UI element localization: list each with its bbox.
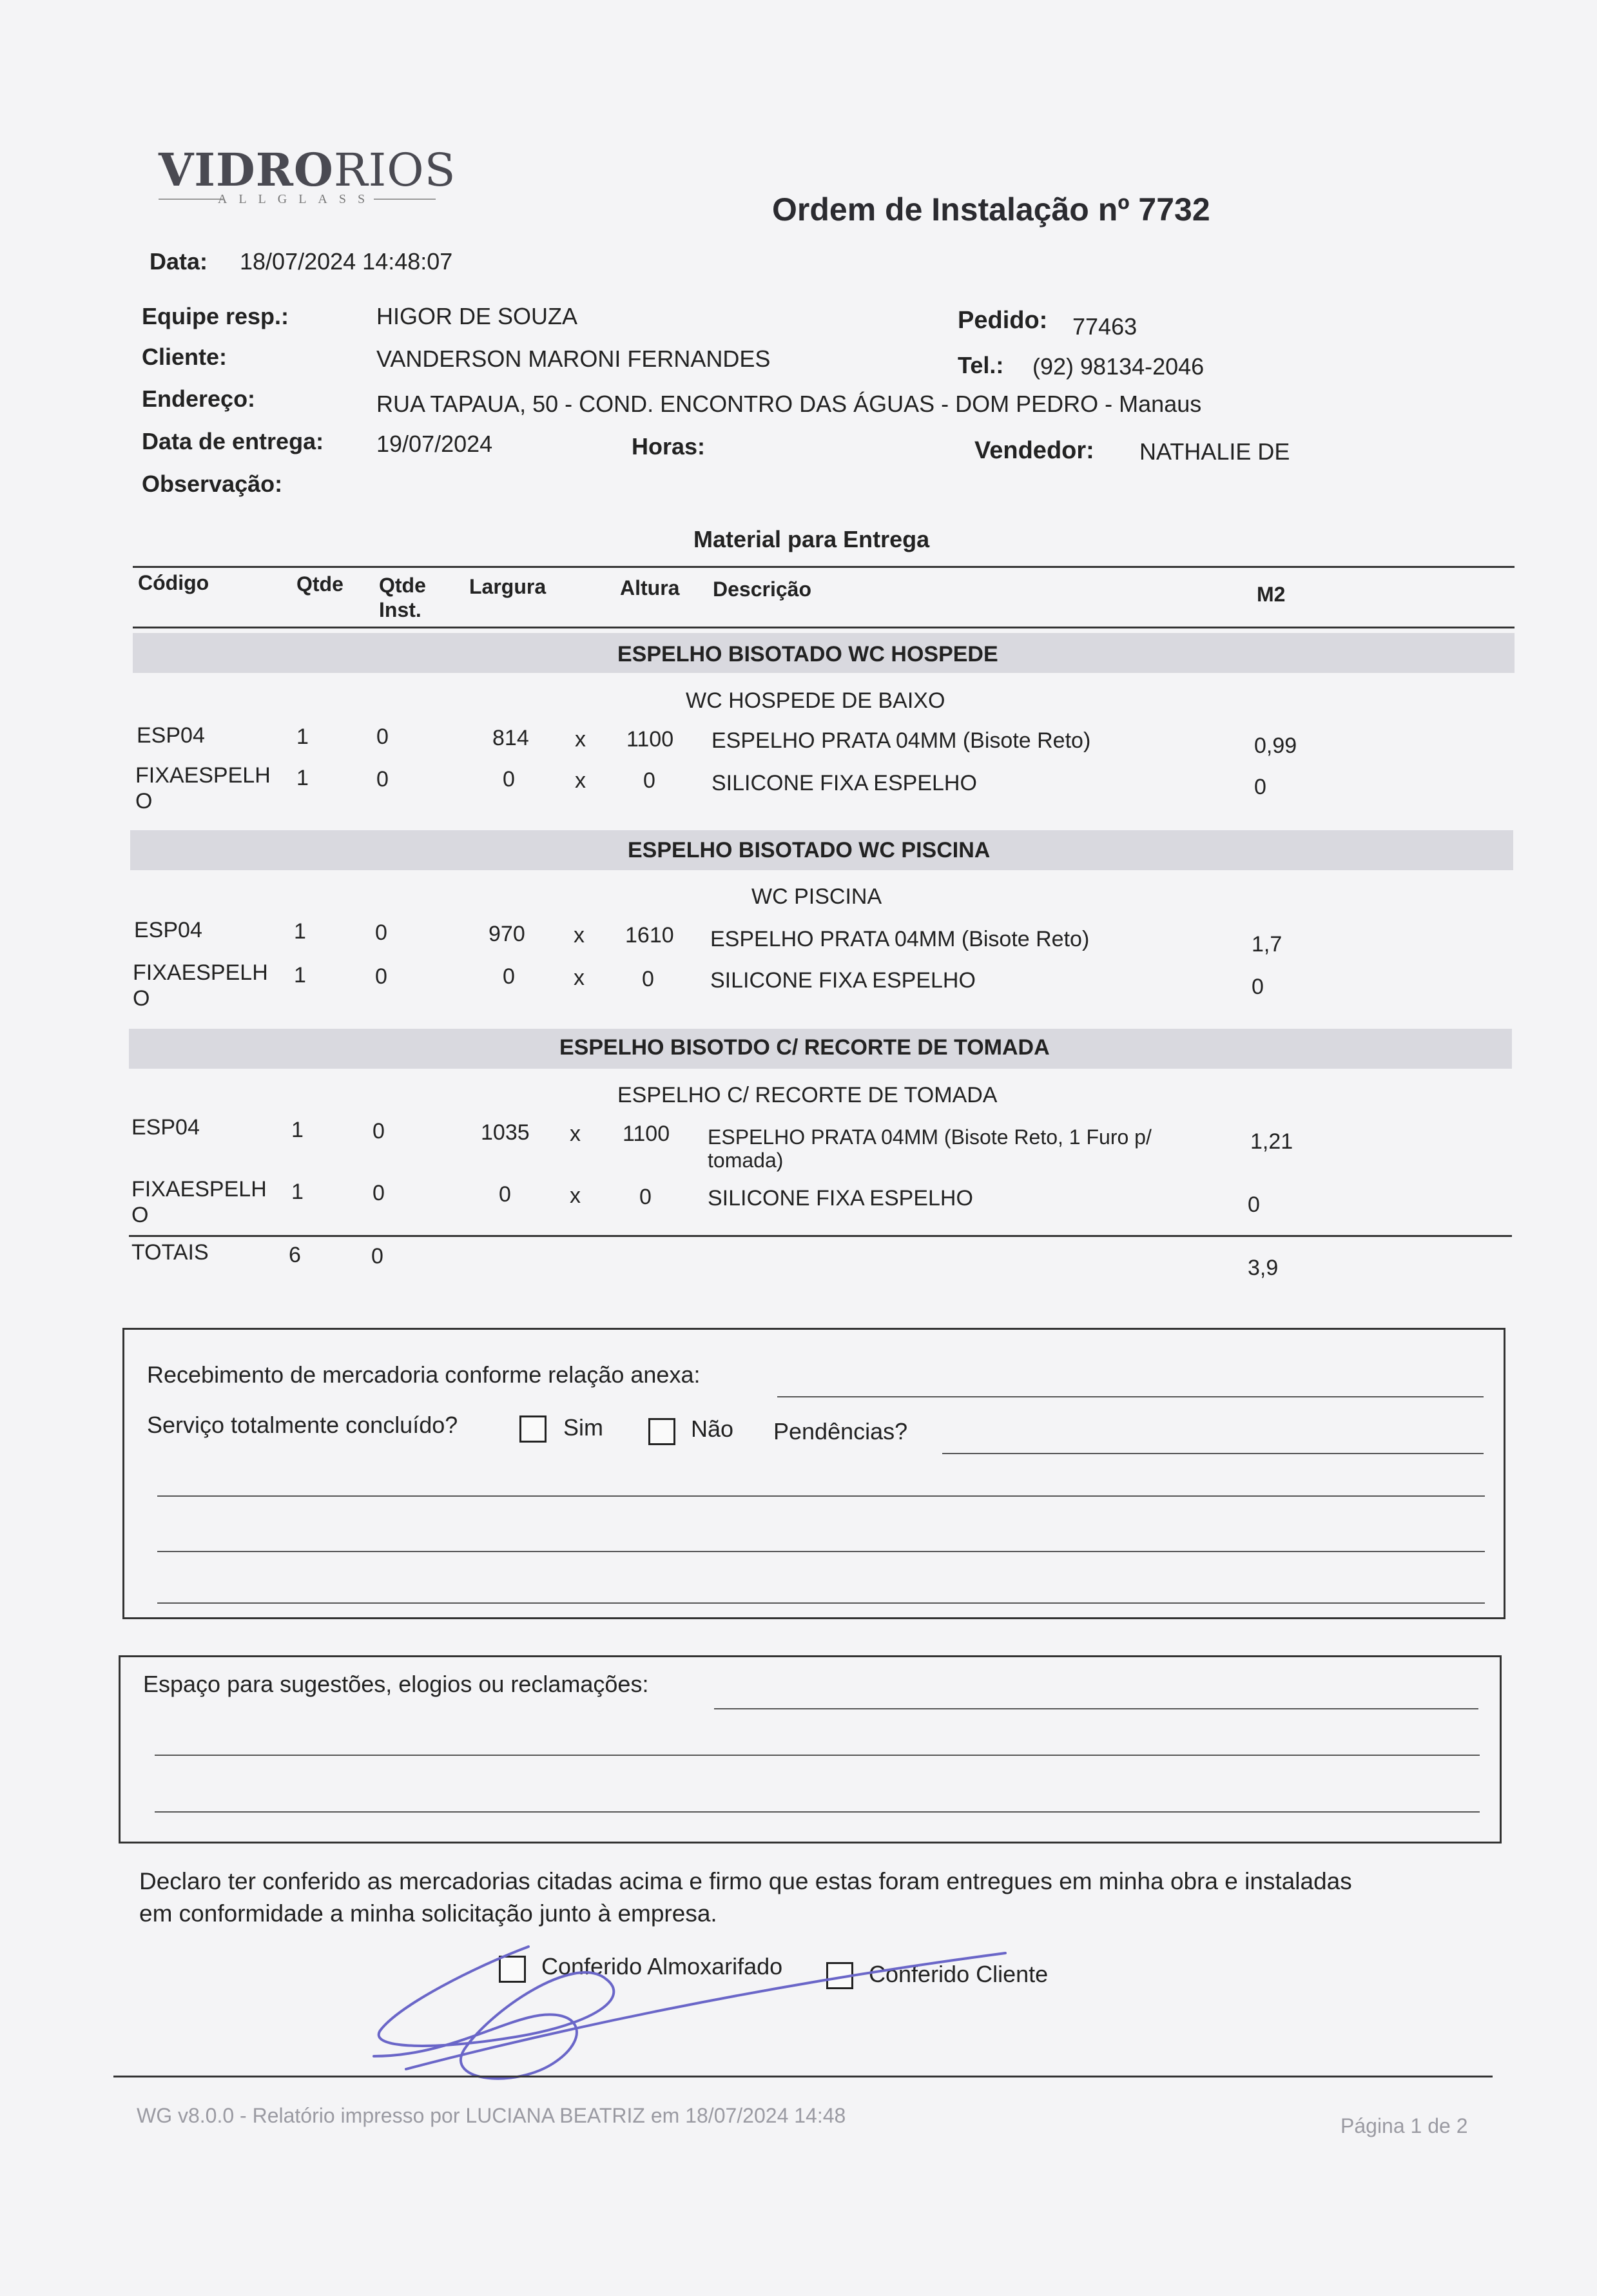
cell-largura: 1035: [481, 1120, 530, 1145]
cell-qtde: 1: [294, 963, 306, 987]
col-qtde: Qtde: [296, 572, 344, 596]
cell-largura: 814: [492, 726, 529, 750]
cell-codigo: FIXAESPELH: [131, 1177, 267, 1202]
totals-rule: [129, 1235, 1512, 1237]
vendedor-value: NATHALIE DE: [1139, 438, 1290, 465]
group-title: ESPELHO BISOTADO WC HOSPEDE: [617, 642, 998, 666]
cell-codigo: FIXAESPELH: [135, 763, 271, 788]
page-number: Página 1 de 2: [1341, 2114, 1468, 2137]
footer-print-info: WG v8.0.0 - Relatório impresso por LUCIANA BEATRIZ em 18/07/2024 14:48: [137, 2104, 846, 2127]
cliente-value: VANDERSON MARONI FERNANDES: [376, 345, 771, 372]
group-title: ESPELHO BISOTDO C/ RECORTE DE TOMADA: [559, 1035, 1050, 1060]
company-logo: VIDRORIOS: [159, 143, 456, 197]
suggestions-line[interactable]: [155, 1811, 1480, 1813]
cell-inst: 0: [375, 920, 387, 945]
table-top-rule: [133, 566, 1515, 568]
cell-x: x: [574, 923, 585, 948]
receipt-line[interactable]: [157, 1495, 1485, 1497]
cell-altura: 0: [642, 967, 654, 991]
cell-qtde: 1: [296, 766, 309, 790]
signature: [361, 1927, 1031, 2095]
sim-label: Sim: [563, 1414, 603, 1441]
totals-inst: 0: [371, 1244, 383, 1269]
cell-qtde: 1: [291, 1118, 304, 1142]
equipe-label: Equipe resp.:: [142, 303, 289, 329]
col-m2: M2: [1257, 583, 1286, 606]
entrega-label: Data de entrega:: [142, 428, 324, 454]
group-subtitle: WC PISCINA: [751, 884, 882, 909]
cell-descricao: SILICONE FIXA ESPELHO: [708, 1186, 973, 1211]
totals-label: TOTAIS: [131, 1240, 209, 1265]
cell-inst: 0: [376, 767, 389, 792]
cell-m2: 0: [1254, 775, 1266, 799]
logo-tagline: ALLGLASS: [217, 192, 377, 206]
col-descricao: Descrição: [713, 578, 811, 601]
cell-altura: 0: [643, 768, 655, 793]
cell-x: x: [570, 1183, 581, 1208]
equipe-value: HIGOR DE SOUZA: [376, 303, 578, 329]
conferido-almoxarifado-label: Conferido Almoxarifado: [541, 1953, 783, 1980]
col-qtde-inst: Qtde: [379, 574, 426, 597]
cell-codigo-wrap: O: [133, 986, 150, 1011]
sim-checkbox[interactable]: [519, 1416, 547, 1443]
cell-altura: 1100: [623, 1122, 670, 1146]
cell-altura: 1100: [626, 727, 674, 752]
cell-altura: 0: [639, 1185, 652, 1209]
cell-inst: 0: [376, 725, 389, 749]
receipt-line[interactable]: [157, 1551, 1485, 1552]
col-qtde-inst-2: Inst.: [379, 598, 421, 621]
group-title: ESPELHO BISOTADO WC PISCINA: [628, 838, 991, 862]
cell-x: x: [575, 768, 586, 793]
document-title: Ordem de Instalação nº 7732: [772, 191, 1210, 228]
cell-descricao: ESPELHO PRATA 04MM (Bisote Reto): [710, 927, 1090, 951]
totals-m2: 3,9: [1248, 1256, 1279, 1280]
cell-inst: 0: [373, 1181, 385, 1205]
observacao-label: Observação:: [142, 471, 283, 497]
date-value: 18/07/2024 14:48:07: [240, 248, 453, 275]
cell-m2: 0: [1248, 1192, 1260, 1217]
declaration-line-2: em conformidade a minha solicitação junto à empresa.: [139, 1900, 717, 1927]
cell-descricao-wrap: tomada): [708, 1149, 784, 1172]
cell-largura: 0: [503, 964, 515, 989]
cell-codigo: ESP04: [134, 918, 202, 942]
date-label: Data:: [150, 248, 208, 275]
endereco-label: Endereço:: [142, 385, 256, 412]
conferido-cliente-label: Conferido Cliente: [869, 1961, 1049, 1987]
cell-x: x: [570, 1122, 581, 1146]
servico-label: Serviço totalmente concluído?: [147, 1412, 458, 1438]
cell-qtde: 1: [291, 1180, 304, 1204]
cell-descricao: SILICONE FIXA ESPELHO: [710, 968, 976, 993]
cell-codigo-wrap: O: [131, 1203, 149, 1227]
cell-x: x: [575, 727, 586, 752]
receipt-line[interactable]: [157, 1602, 1485, 1604]
cell-descricao: SILICONE FIXA ESPELHO: [711, 771, 977, 795]
header-bottom-rule: [133, 627, 1515, 628]
tel-value: (92) 98134-2046: [1032, 353, 1205, 380]
pendencias-line[interactable]: [942, 1453, 1484, 1454]
recebimento-label: Recebimento de mercadoria conforme relação anexa:: [147, 1361, 701, 1388]
pedido-value: 77463: [1072, 313, 1137, 340]
suggestions-line[interactable]: [155, 1755, 1480, 1756]
cell-codigo: ESP04: [137, 723, 205, 748]
footer-rule: [113, 2076, 1493, 2077]
entrega-value: 19/07/2024: [376, 431, 493, 457]
cell-qtde: 1: [294, 919, 306, 944]
col-codigo: Código: [138, 571, 209, 594]
cell-codigo: ESP04: [131, 1115, 200, 1140]
vendedor-label: Vendedor:: [974, 437, 1094, 464]
nao-checkbox[interactable]: [648, 1418, 675, 1445]
tel-label: Tel.:: [958, 352, 1004, 378]
cell-inst: 0: [375, 964, 387, 989]
recebimento-line[interactable]: [777, 1396, 1484, 1397]
cell-inst: 0: [373, 1119, 385, 1143]
suggestions-label: Espaço para sugestões, elogios ou reclamações:: [143, 1671, 649, 1697]
cell-m2: 1,7: [1252, 932, 1282, 957]
cell-largura: 0: [499, 1182, 511, 1207]
horas-label: Horas:: [632, 433, 706, 460]
suggestions-line[interactable]: [714, 1708, 1478, 1709]
totals-qtde: 6: [289, 1243, 301, 1267]
cell-altura: 1610: [625, 923, 674, 948]
group-subtitle: WC HOSPEDE DE BAIXO: [686, 688, 945, 713]
col-largura: Largura: [469, 575, 547, 598]
cell-descricao: ESPELHO PRATA 04MM (Bisote Reto, 1 Furo p/: [708, 1125, 1152, 1149]
group-subtitle: ESPELHO C/ RECORTE DE TOMADA: [617, 1083, 998, 1107]
pendencias-label: Pendências?: [773, 1418, 908, 1445]
pedido-label: Pedido:: [958, 307, 1048, 334]
cell-codigo: FIXAESPELH: [133, 960, 268, 985]
material-section-title: Material para Entrega: [693, 526, 930, 552]
cell-m2: 0: [1252, 975, 1264, 999]
cell-largura: 0: [503, 767, 515, 792]
col-altura: Altura: [620, 576, 680, 599]
cell-largura: 970: [489, 922, 525, 946]
cell-m2: 1,21: [1250, 1129, 1293, 1154]
endereco-value: RUA TAPAUA, 50 - COND. ENCONTRO DAS ÁGUAS - DOM PEDRO - Manaus: [376, 391, 1202, 417]
cell-m2: 0,99: [1254, 734, 1297, 758]
cell-codigo-wrap: O: [135, 789, 153, 813]
cell-qtde: 1: [296, 725, 309, 749]
declaration-line-1: Declaro ter conferido as mercadorias citadas acima e firmo que estas foram entregues em minha obra e instaladas: [139, 1868, 1352, 1894]
cliente-label: Cliente:: [142, 344, 227, 370]
cell-x: x: [574, 966, 585, 990]
nao-label: Não: [691, 1416, 734, 1442]
cell-descricao: ESPELHO PRATA 04MM (Bisote Reto): [711, 728, 1091, 753]
